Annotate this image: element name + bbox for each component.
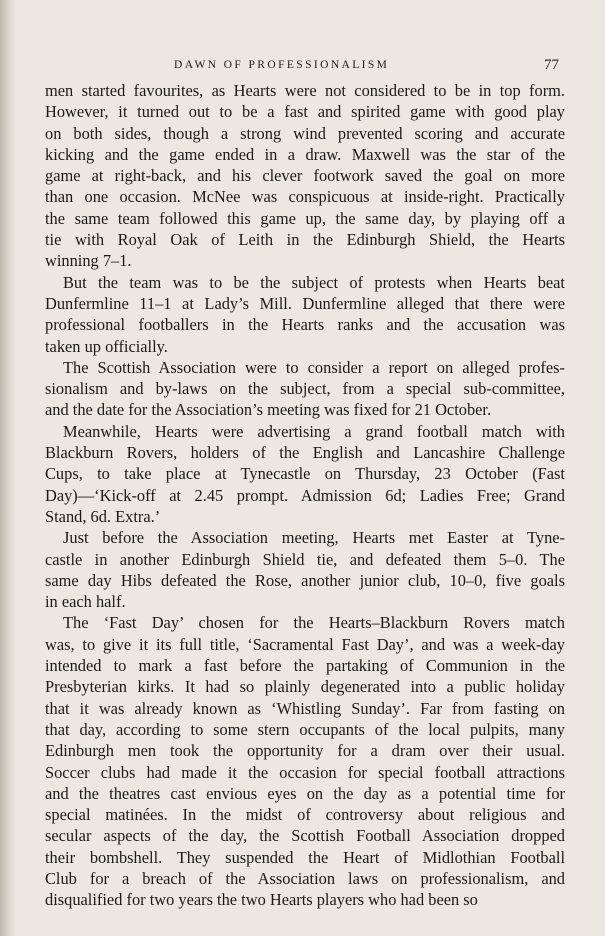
- text-line: the same team followed this game up, the same day, by playing off a: [45, 208, 565, 228]
- text-line: kicking and the game ended in a draw. Maxwell was the star of the: [45, 144, 565, 164]
- text-line: men started favourites, as Hearts were not considered to be in top form.: [45, 81, 565, 100]
- text-line: in each half.: [45, 592, 126, 612]
- text-line: The Scottish Association were to consider a report on alleged profes-: [63, 357, 565, 377]
- paragraph: [45, 357, 565, 421]
- text-line: Club for a breach of the Association laws on professionalism, and: [45, 868, 565, 888]
- text-line: winning 7–1.: [45, 251, 132, 271]
- text-line: However, it turned out to be a fast and spirited game with good play: [45, 102, 565, 122]
- text-line: same day Hibs defeated the Rose, another junior club, 10–0, five goals: [45, 570, 565, 590]
- text-line: special matinées. In the midst of controversy about religious and: [45, 805, 565, 825]
- page-number: 77: [544, 57, 559, 73]
- text-line: The ‘Fast Day’ chosen for the Hearts–Blackburn Rovers match: [63, 613, 565, 633]
- text-line: and the date for the Association’s meeting was fixed for 21 October.: [45, 400, 492, 420]
- text-line: sionalism and by-laws on the subject, from a special sub-committee,: [45, 379, 565, 399]
- paragraph: [45, 80, 565, 272]
- text-line: But the team was to be the subject of protests when Hearts beat: [63, 272, 565, 292]
- text-line: castle in another Edinburgh Shield tie, and defeated them 5–0. The: [45, 549, 565, 569]
- book-gutter-shadow: [0, 0, 16, 936]
- text-line: professional footballers in the Hearts ranks and the accusation was: [45, 315, 565, 335]
- text-line: Stand, 6d. Extra.’: [45, 506, 161, 526]
- book-page: [45, 0, 565, 936]
- text-line: Dunfermline 11–1 at Lady’s Mill. Dunfermline alleged that there were: [45, 293, 565, 313]
- text-line: taken up officially.: [45, 336, 168, 356]
- paragraph: [45, 612, 565, 910]
- text-line: was, to give it its full title, ‘Sacramental Fast Day’, and was a week-day: [45, 634, 565, 654]
- text-line: Just before the Association meeting, Hearts met Easter at Tyne-: [63, 528, 565, 548]
- body-text: [45, 80, 565, 911]
- text-line: secular aspects of the day, the Scottish Football Association dropped: [45, 826, 565, 846]
- paragraph: [45, 272, 565, 357]
- text-line: Presbyterian kirks. It had so plainly degenerated into a public holiday: [45, 677, 565, 697]
- running-head-title: DAWN OF PROFESSIONALISM: [174, 59, 390, 71]
- text-line: and the theatres cast envious eyes on the day as a potential time for: [45, 783, 565, 803]
- text-line: Day)—‘Kick-off at 2.45 prompt. Admission 6d; Ladies Free; Grand: [45, 485, 565, 505]
- text-line: their bombshell. They suspended the Heart of Midlothian Football: [45, 847, 565, 867]
- text-line: Cups, to take place at Tynecastle on Thursday, 23 October (Fast: [45, 464, 565, 484]
- text-line: on both sides, though a strong wind prevented scoring and accurate: [45, 123, 565, 143]
- paragraph: [45, 527, 565, 612]
- text-line: than one occasion. McNee was conspicuous at inside-right. Practically: [45, 187, 565, 207]
- text-line: intended to mark a fast before the partaking of Communion in the: [45, 656, 565, 676]
- text-line: that it was already known as ‘Whistling Sunday’. Far from fasting on: [45, 698, 565, 718]
- text-line: disqualified for two years the two Hearts players who had been so: [45, 890, 478, 910]
- text-line: Meanwhile, Hearts were advertising a grand football match with: [63, 421, 565, 441]
- text-line: that day, according to some stern occupants of the local pulpits, many: [45, 719, 565, 739]
- paragraph: [45, 421, 565, 527]
- text-line: Edinburgh men took the opportunity for a dram over their usual.: [45, 741, 565, 761]
- text-line: game at right-back, and his clever footwork saved the goal on more: [45, 166, 565, 186]
- text-line: tie with Royal Oak of Leith in the Edinburgh Shield, the Hearts: [45, 230, 565, 250]
- running-head: [45, 59, 565, 79]
- text-line: Blackburn Rovers, holders of the English and Lancashire Challenge: [45, 443, 565, 463]
- text-line: Soccer clubs had made it the occasion for special football attractions: [45, 762, 565, 782]
